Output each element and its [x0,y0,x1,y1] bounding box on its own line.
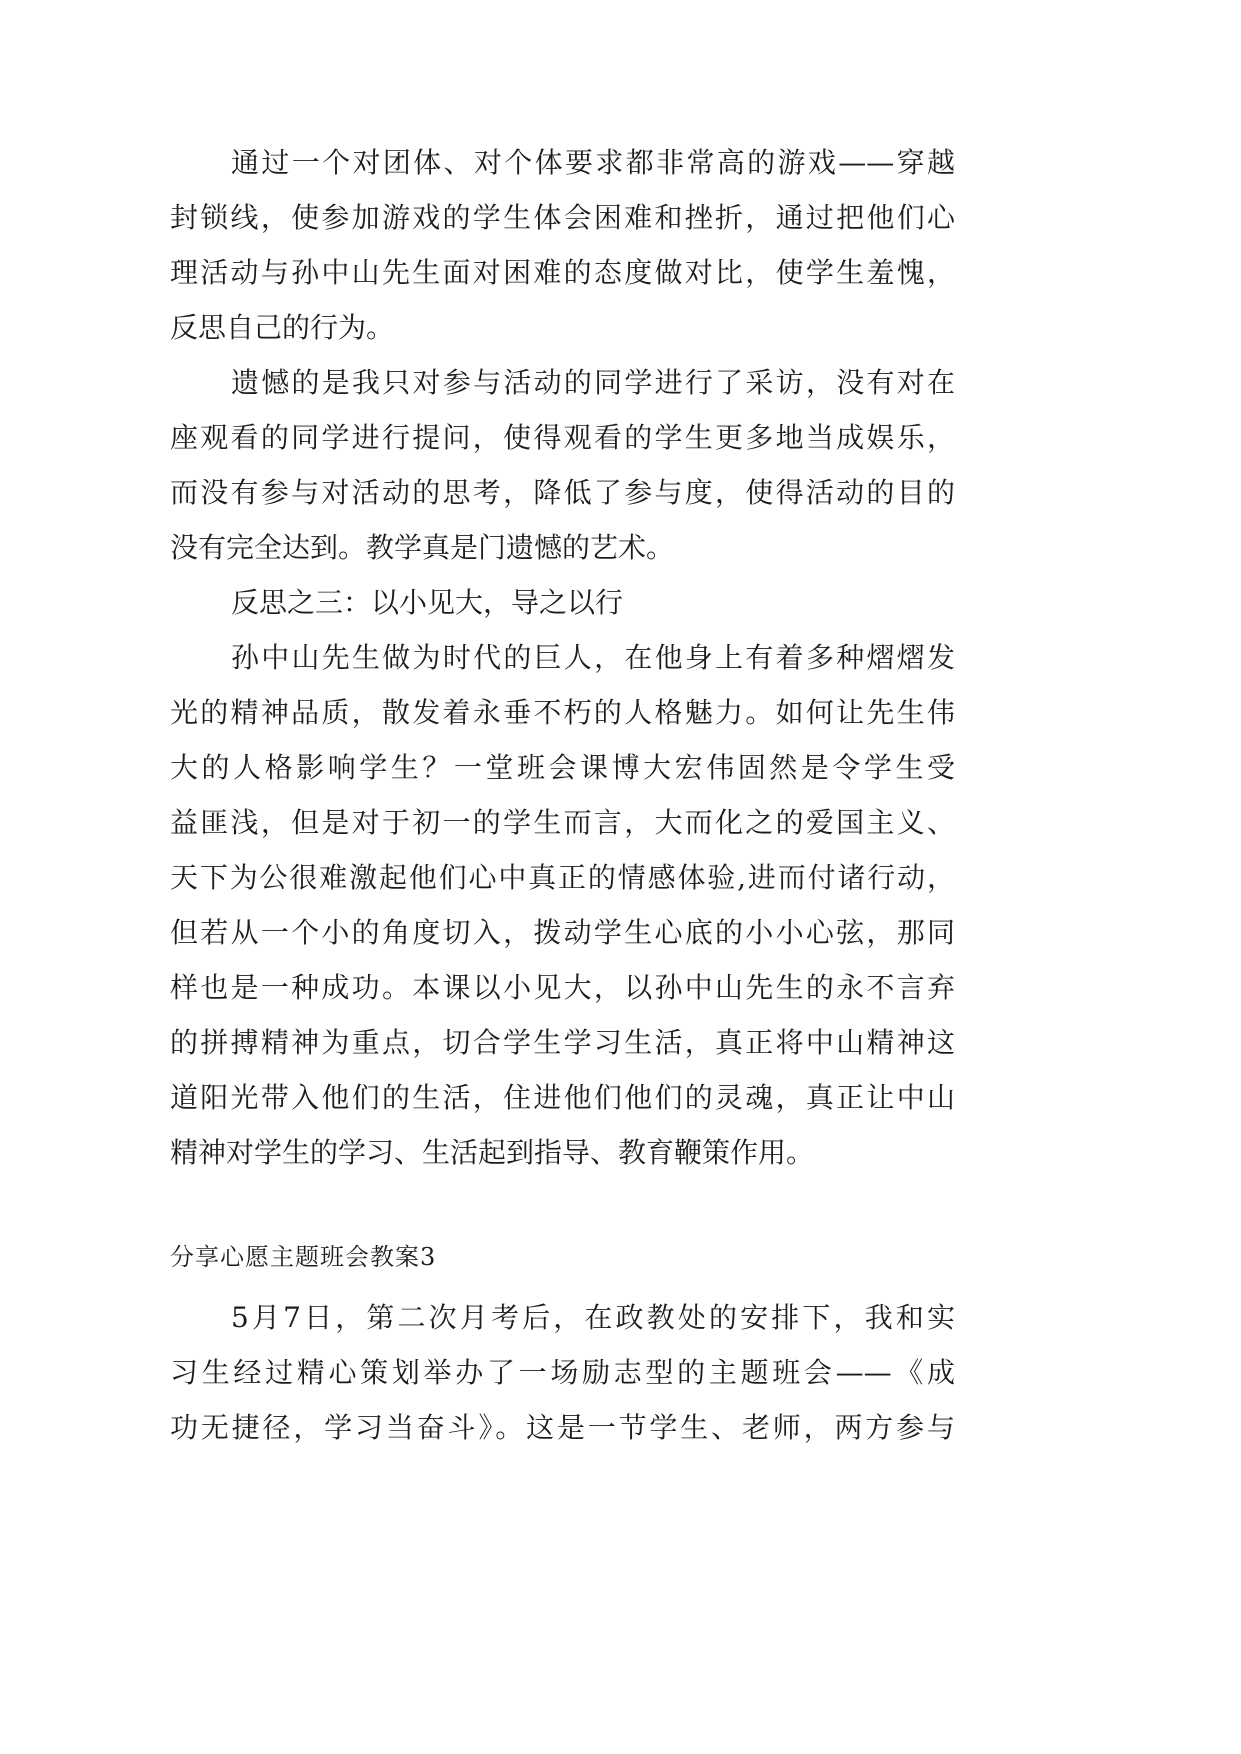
text-line: 封锁线，使参加游戏的学生体会困难和挫折，通过把他们心 [170,201,955,234]
text-line: 功无捷径，学习当奋斗》。这是一节学生、老师，两方参与 [170,1411,955,1444]
paragraph [170,630,955,1180]
paragraph [170,575,955,630]
text-line: 但若从一个小的角度切入，拨动学生心底的小小心弦，那同 [170,916,955,949]
text-line: 道阳光带入他们的生活，住进他们他们的灵魂，真正让中山 [170,1081,955,1114]
paragraph [170,1290,955,1455]
text-line: 习生经过精心策划举办了一场励志型的主题班会——《成 [170,1356,955,1389]
text-line: 孙中山先生做为时代的巨人，在他身上有着多种熠熠发 [231,641,955,674]
text-line: 反思之三：以小见大，导之以行 [231,586,624,619]
text-line: 没有完全达到。教学真是门遗憾的艺术。 [170,531,675,564]
paragraph [170,135,955,355]
text-line: 大的人格影响学生？一堂班会课博大宏伟固然是令学生受 [170,751,955,784]
section-heading: 分享心愿主题班会教案3 [170,1243,437,1271]
text-line: 光的精神品质，散发着永垂不朽的人格魅力。如何让先生伟 [170,696,955,729]
text-line: 理活动与孙中山先生面对困难的态度做对比，使学生羞愧， [170,256,955,289]
text-line: 精神对学生的学习、生活起到指导、教育鞭策作用。 [170,1136,815,1169]
paragraph [170,355,955,575]
text-line: 5月7日，第二次月考后，在政教处的安排下，我和实 [231,1301,955,1334]
text-line: 天下为公很难激起他们心中真正的情感体验,进而付诸行动， [170,861,955,894]
text-line: 通过一个对团体、对个体要求都非常高的游戏——穿越 [231,146,955,179]
text-line: 样也是一种成功。本课以小见大，以孙中山先生的永不言弃 [170,971,955,1004]
text-line: 的拼搏精神为重点，切合学生学习生活，真正将中山精神这 [170,1026,955,1059]
text-line: 座观看的同学进行提问，使得观看的学生更多地当成娱乐， [170,421,955,454]
text-line: 反思自己的行为。 [170,311,395,344]
text-line: 遗憾的是我只对参与活动的同学进行了采访，没有对在 [231,366,955,399]
text-line: 益匪浅，但是对于初一的学生而言，大而化之的爱国主义、 [170,806,955,839]
document-body [170,135,955,1455]
text-line: 而没有参与对活动的思考，降低了参与度，使得活动的目的 [170,476,955,509]
